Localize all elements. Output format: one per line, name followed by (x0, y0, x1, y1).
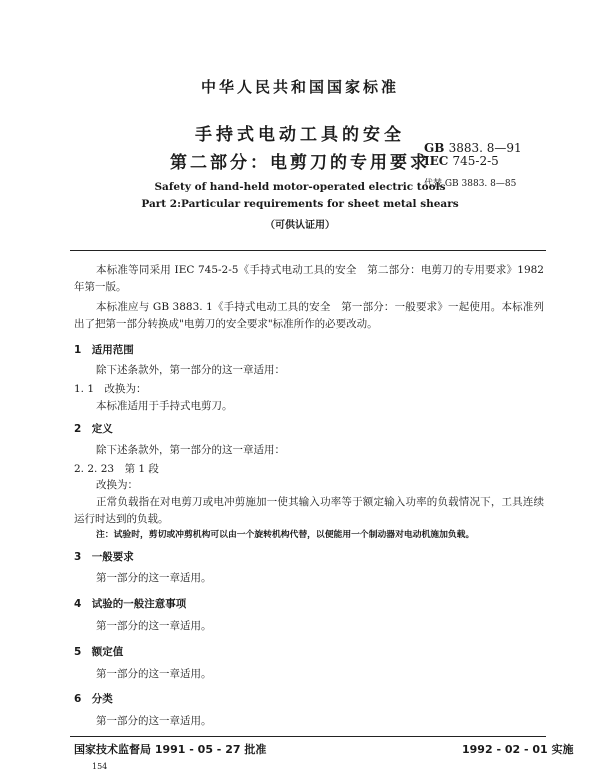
std-number-value: 3883. 8—91 (448, 141, 522, 155)
section-2-text: 除下述条款外，第一部分的这一章适用： (96, 444, 285, 456)
section-2-definition: 正常负载指在对电剪刀或电冲剪施加一使其输入功率等于额定输入功率的负载情况下，工具连续运行时达到的负载。 (74, 496, 544, 525)
title-cn-line2: 第二部分：电剪刀的专用要求 (170, 153, 430, 173)
effective-date: 1992 - 02 - 01 实施 (462, 743, 574, 756)
standard-number-block (424, 142, 522, 168)
section-2-title: 2 定义 (74, 423, 113, 435)
page-number: 154 (92, 762, 108, 771)
section-4-title: 4 试验的一般注意事项 (74, 598, 187, 610)
section-6-title: 6 分类 (74, 693, 113, 705)
replaces-standard: 代替 GB 3883. 8—85 (424, 179, 517, 189)
section-5-text: 第一部分的这一章适用。 (96, 668, 212, 680)
intro-paragraph-1: 本标准等同采用 IEC 745-2-5《手持式电动工具的安全 第二部分：电剪刀的专用要求》1982 年第一版。 (74, 264, 544, 293)
title-cn-line1: 手持式电动工具的安全 (195, 125, 405, 145)
section-1-1-title: 1. 1 改换为： (74, 383, 147, 395)
section-2-2-23-title: 2. 2. 23 第 1 段 (74, 463, 159, 475)
iec-label: IEC (424, 154, 449, 168)
section-1-1-text: 本标准适用于手持式电剪刀。 (96, 400, 233, 412)
section-3-title: 3 一般要求 (74, 551, 134, 563)
section-6-text: 第一部分的这一章适用。 (96, 715, 212, 727)
section-2-2-23-text: 改换为： (96, 479, 138, 491)
section-5-title: 5 额定值 (74, 646, 124, 658)
intro-paragraph-2: 本标准应与 GB 3883. 1《手持式电动工具的安全 第一部分：一般要求》一起使用。本标准列出了把第一部分转换成"电剪刀的安全要求"标准所作的必要改动。 (74, 301, 544, 330)
std-number-label: GB (424, 141, 445, 155)
title-en-line2: Part 2:Particular requirements for sheet metal shears (141, 198, 459, 210)
national-standard-heading: 中华人民共和国国家标准 (200, 78, 399, 96)
iec-value: 745-2-5 (452, 154, 499, 168)
approval-date: 国家技术监督局 1991 - 05 - 27 批准 (74, 743, 267, 756)
section-4-text: 第一部分的这一章适用。 (96, 620, 212, 632)
section-3-text: 第一部分的这一章适用。 (96, 572, 212, 584)
footer-divider (70, 736, 546, 737)
section-1-title: 1 适用范围 (74, 344, 134, 356)
title-en-line3: （可供认证用） (265, 220, 335, 231)
section-2-note: 注：试验时，剪切或冲剪机构可以由一个旋转机构代替，以便能用一个制动器对电动机施加负载。 (96, 530, 475, 540)
title-en-line1: Safety of hand-held motor-operated electric tools (154, 181, 446, 193)
section-1-text: 除下述条款外，第一部分的这一章适用： (96, 364, 285, 376)
header-divider (70, 250, 546, 251)
